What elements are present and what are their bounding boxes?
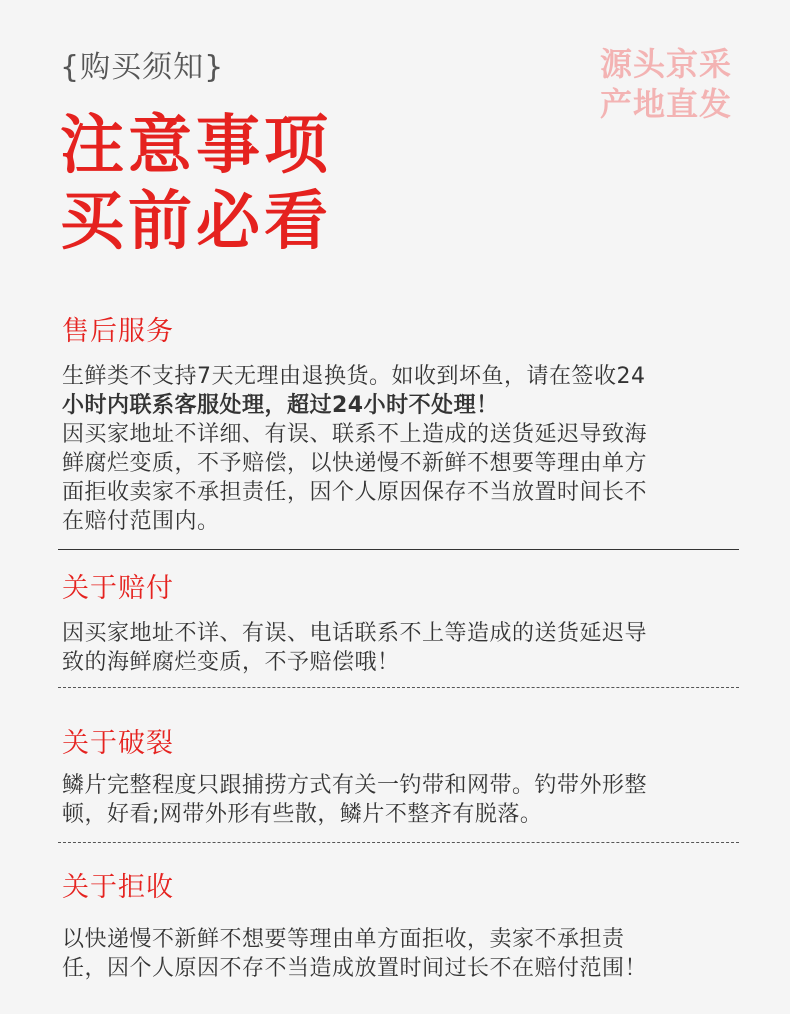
section-line: 因买家地址不详细、有误、联系不上造成的送货延迟导致海 — [62, 422, 648, 447]
section-title: 关于破裂 — [62, 728, 174, 759]
section-line: 生鲜类不支持7天无理由退换货。如收到坏鱼，请在签收24 — [62, 364, 646, 389]
divider-solid — [58, 549, 739, 550]
stamp-line-2: 产地直发 — [599, 85, 732, 123]
section-line: 小时内联系客服处理，超过24小时不处理！ — [62, 393, 499, 418]
page-headline — [60, 108, 332, 260]
section-line: 在赔付范围内。 — [62, 509, 220, 534]
section-line: 以快递慢不新鲜不想要等理由单方面拒收，卖家不承担责 — [62, 927, 625, 952]
section-rejection — [62, 871, 742, 983]
section-line: 顿，好看;网带外形有些散，鳞片不整齐有脱落。 — [62, 802, 543, 827]
section-line: 鲜腐烂变质，不予赔偿，以快递慢不新鲜不想要等理由单方 — [62, 451, 648, 476]
origin-stamp — [600, 44, 732, 124]
headline-line-1: 注意事项 — [60, 109, 332, 183]
divider-dashed — [58, 842, 739, 843]
section-line: 任，因个人原因不存不当造成放置时间过长不在赔付范围！ — [62, 956, 648, 981]
section-line: 致的海鲜腐烂变质，不予赔偿哦！ — [62, 650, 400, 675]
section-title: 关于赔付 — [62, 573, 174, 604]
section-title: 售后服务 — [62, 316, 174, 347]
section-line: 因买家地址不详、有误、电话联系不上等造成的送货延迟导 — [62, 621, 648, 646]
divider-dashed — [58, 687, 739, 688]
stamp-line-1: 源头京采 — [599, 45, 732, 83]
section-line: 面拒收卖家不承担责任，因个人原因保存不当放置时间长不 — [62, 480, 648, 505]
section-title: 关于拒收 — [62, 872, 174, 903]
notice-tag: {购买须知} — [60, 50, 225, 85]
section-after-sales — [62, 315, 742, 536]
section-compensation — [62, 572, 742, 677]
headline-line-2: 买前必看 — [60, 185, 332, 259]
section-line: 鳞片完整程度只跟捕捞方式有关一钓带和网带。钓带外形整 — [62, 773, 648, 798]
section-breakage — [62, 727, 742, 829]
